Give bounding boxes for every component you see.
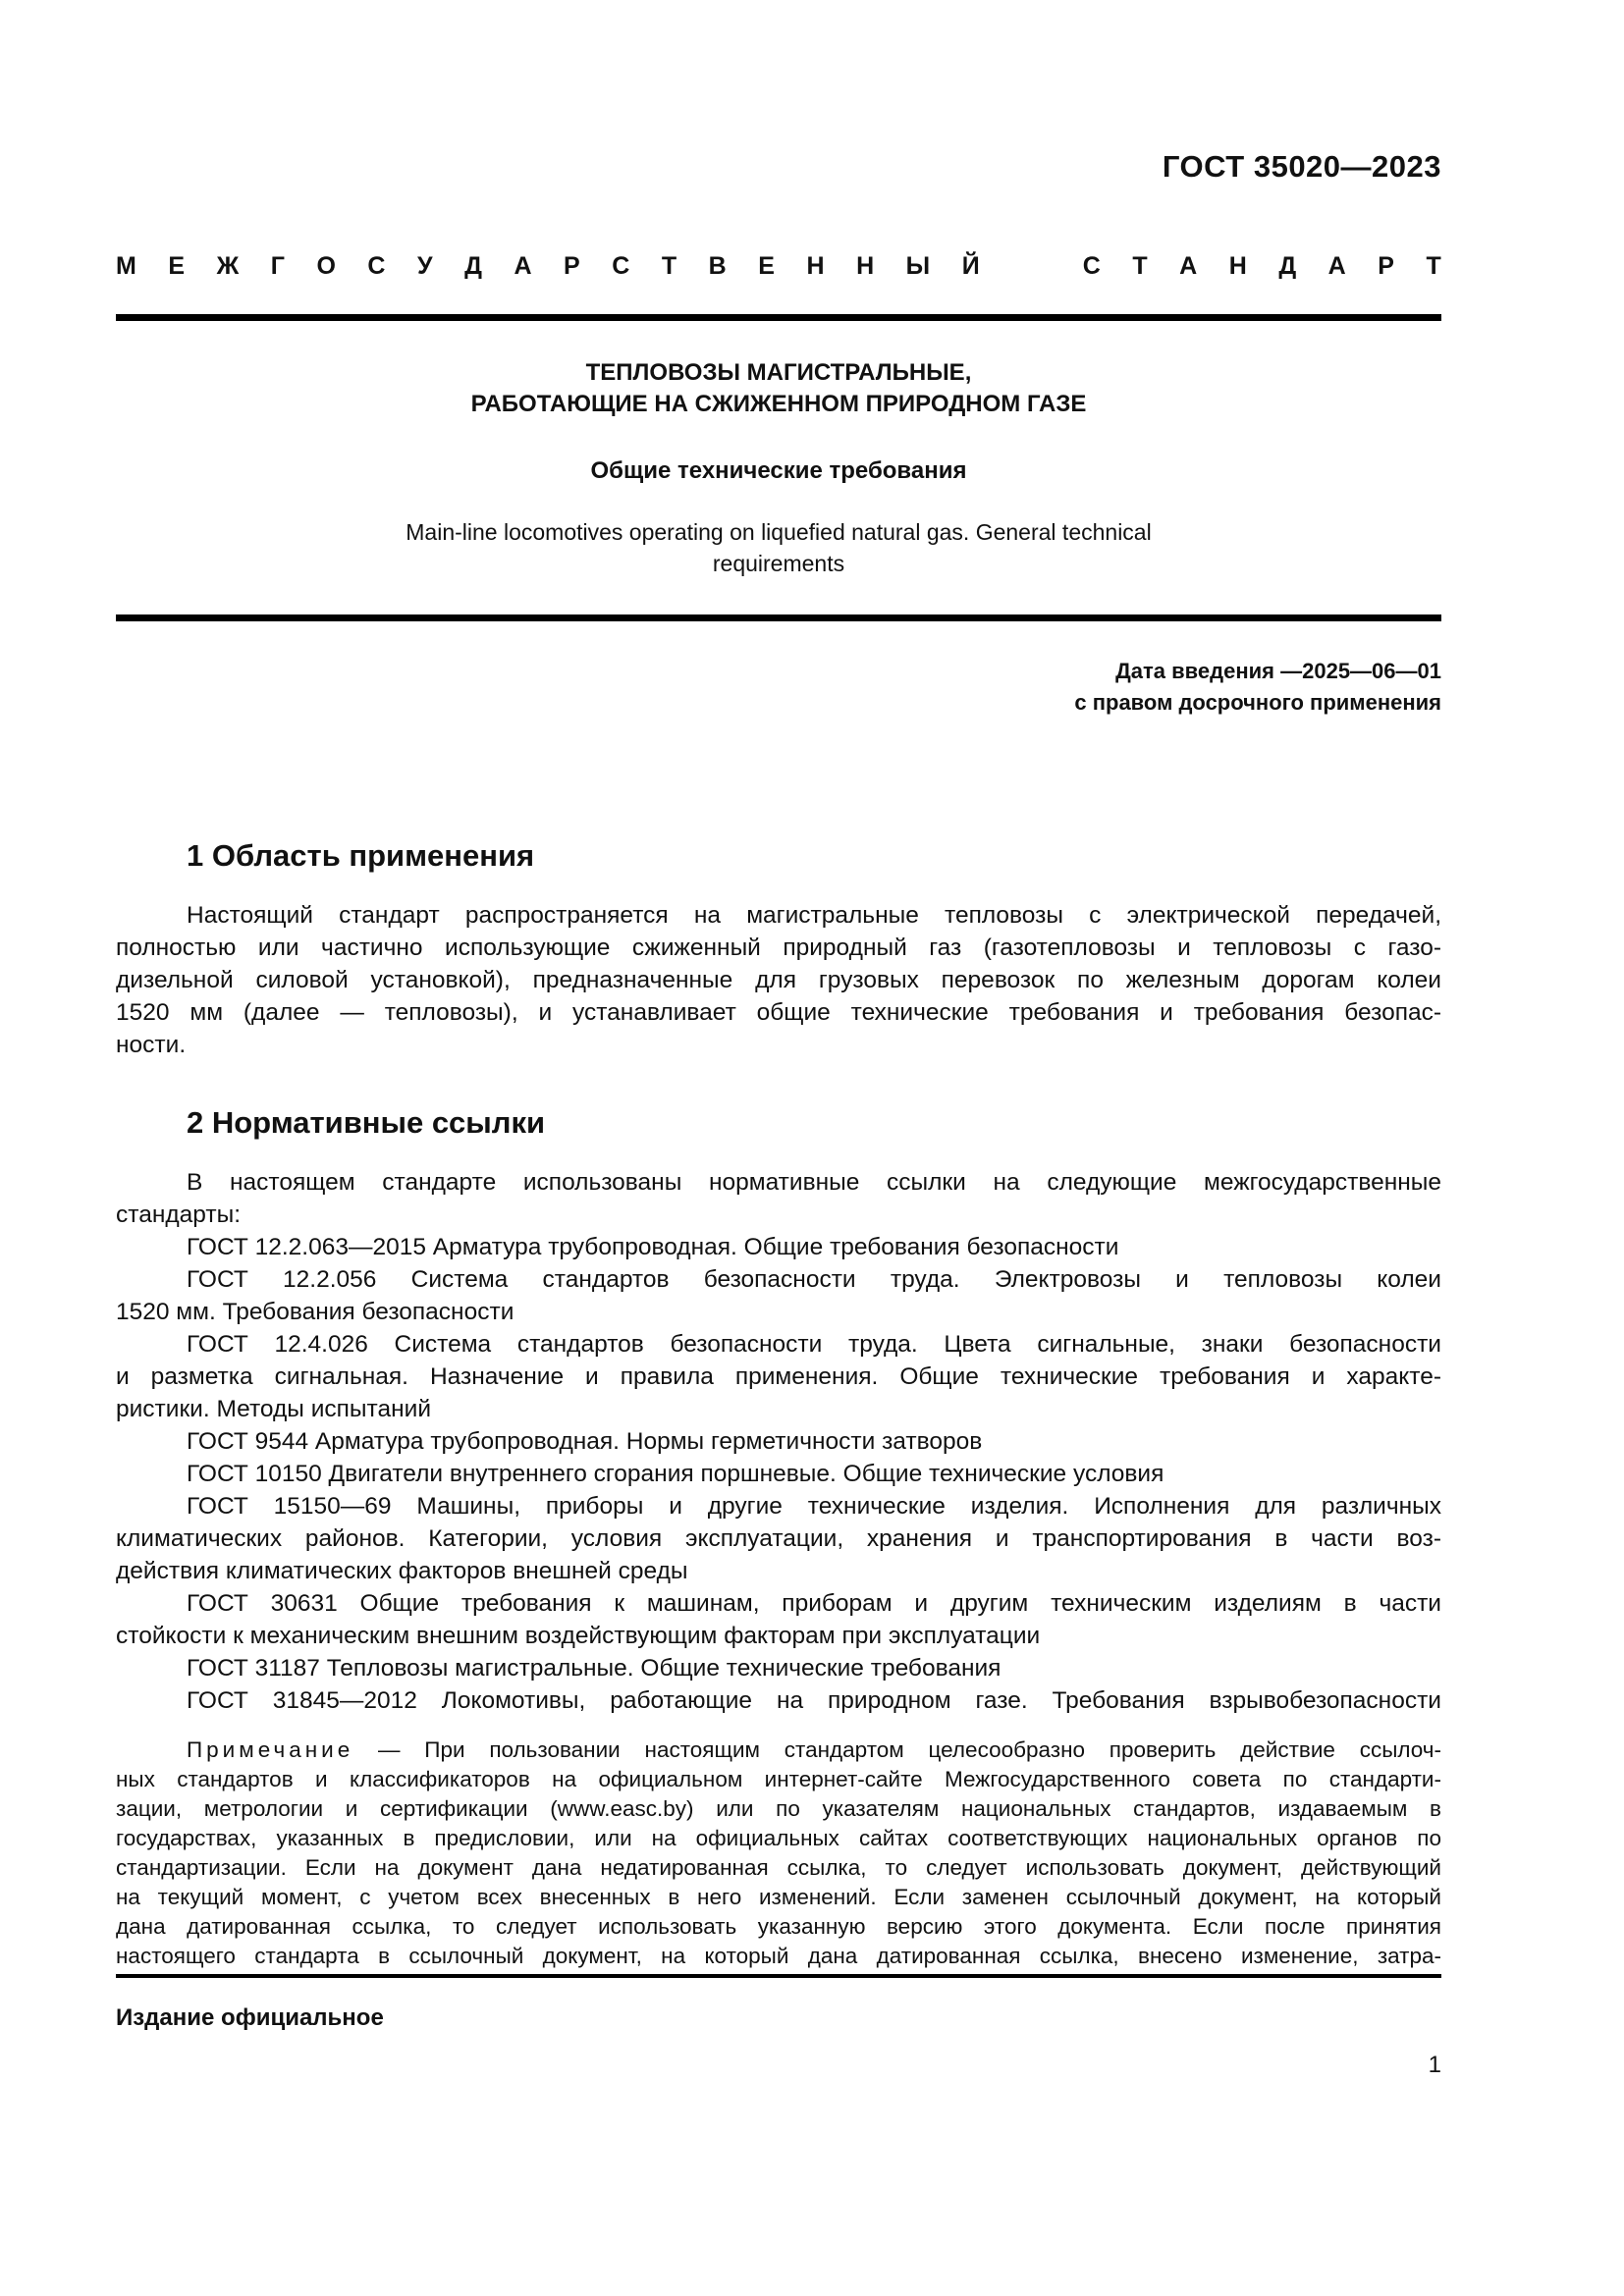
note-line: стандартизации. Если на документ дана недатированная ссылка, то следует использовать документ, действующий	[116, 1855, 1441, 1880]
standard-type-letter: Г	[270, 252, 285, 280]
early-application-note: с правом досрочного применения	[1074, 690, 1441, 715]
standard-type-letter: С	[1082, 252, 1101, 280]
text-line: стандарты:	[116, 1201, 241, 1228]
english-title	[116, 516, 1441, 579]
note-line: дана датированная ссылка, то следует использовать указанную версию этого документа. Если после принятия	[116, 1914, 1441, 1939]
document-title	[116, 357, 1441, 420]
standard-type-letter: Р	[564, 252, 580, 280]
section-1-body	[116, 899, 1441, 1061]
reference-line: ГОСТ 9544 Арматура трубопроводная. Нормы герметичности затворов	[187, 1428, 983, 1455]
note-label: Примечание	[187, 1737, 354, 1762]
standard-type-letter: Н	[806, 252, 825, 280]
standard-type-letter: Т	[1426, 252, 1441, 280]
page-number: 1	[1428, 2052, 1441, 2078]
standard-type-letter: Е	[168, 252, 186, 280]
edition-label: Издание официальное	[116, 2004, 384, 2031]
reference-line: ГОСТ 31187 Тепловозы магистральные. Общие технические требования	[187, 1655, 1001, 1682]
reference-line: ГОСТ 30631 Общие требования к машинам, приборам и другим техническим изделиям в части	[187, 1590, 1441, 1617]
english-title-line-1: Main-line locomotives operating on liquefied natural gas. General technical	[406, 519, 1152, 545]
standard-type-letter: Ы	[905, 252, 931, 280]
standard-type-letter: У	[417, 252, 433, 280]
top-divider	[116, 314, 1441, 321]
standard-type-letter: Д	[464, 252, 482, 280]
text-line: климатических районов. Категории, условия эксплуатации, хранения и транспортирования в части воз-	[116, 1525, 1441, 1552]
note-block	[116, 1735, 1441, 1971]
standard-type-letter: Н	[856, 252, 875, 280]
standard-type-letter: Р	[1378, 252, 1394, 280]
standard-type-letter: Е	[758, 252, 775, 280]
text-line: В настоящем стандарте использованы нормативные ссылки на следующие межгосударственные	[187, 1169, 1441, 1196]
introduction-date: Дата введения —2025—06—01	[1115, 659, 1441, 683]
note-line: ных стандартов и классификаторов на официальном интернет-сайте Межгосударственного совета по стандарти-	[116, 1767, 1441, 1791]
note-line: государствах, указанных в предисловии, или на официальных сайтах соответствующих национальных органов по	[116, 1826, 1441, 1850]
note-line: зации, метрологии и сертификации (www.easc.by) или по указателям национальных стандартов, издаваемым в	[116, 1796, 1441, 1821]
standard-type-letter: А	[1179, 252, 1198, 280]
text-line: Настоящий стандарт распространяется на магистральные тепловозы с электрической передачей,	[187, 902, 1441, 929]
word-gap	[1011, 252, 1051, 281]
title-line-2: РАБОТАЮЩИЕ НА СЖИЖЕННОМ ПРИРОДНОМ ГАЗЕ	[470, 391, 1087, 417]
standard-type-letter: Й	[961, 252, 980, 280]
text-line: и разметка сигнальная. Назначение и правила применения. Общие технические требования и характе-	[116, 1363, 1441, 1390]
document-subtitle: Общие технические требования	[590, 457, 967, 484]
section-2-body	[116, 1166, 1441, 1717]
text-line: 1520 мм. Требования безопасности	[116, 1299, 514, 1325]
reference-line: ГОСТ 31845—2012 Локомотивы, работающие на природном газе. Требования взрывобезопасности	[187, 1687, 1441, 1714]
note-text: — При пользовании настоящим стандартом целесообразно проверить действие ссылоч-	[353, 1737, 1441, 1762]
reference-line: ГОСТ 10150 Двигатели внутреннего сгорания поршневые. Общие технические условия	[187, 1461, 1164, 1487]
standard-type-letter: С	[367, 252, 386, 280]
section-2-heading: 2 Нормативные ссылки	[187, 1105, 546, 1140]
standard-type-letter: Н	[1228, 252, 1247, 280]
text-line: действия климатических факторов внешней среды	[116, 1558, 688, 1584]
standard-type-letter: М	[116, 252, 136, 280]
reference-line: ГОСТ 12.4.026 Система стандартов безопасности труда. Цвета сигнальные, знаки безопасности	[187, 1331, 1441, 1358]
standard-type-letter: Ж	[216, 252, 240, 280]
document-number: ГОСТ 35020—2023	[1162, 149, 1441, 184]
footer-divider	[116, 1974, 1441, 1978]
standard-type-letter: В	[708, 252, 727, 280]
text-line: ности.	[116, 1032, 187, 1058]
date-block	[1074, 656, 1441, 719]
note-line: на текущий момент, с учетом всех внесенных в него изменений. Если заменен ссылочный документ, на который	[116, 1885, 1441, 1909]
title-line-1: ТЕПЛОВОЗЫ МАГИСТРАЛЬНЫЕ,	[585, 359, 972, 386]
standard-type-heading	[116, 252, 1441, 281]
standard-type-letter: Т	[1132, 252, 1148, 280]
note-line: настоящего стандарта в ссылочный документ, на который дана датированная ссылка, внесено изменение, затра-	[116, 1944, 1441, 1968]
standard-type-letter: А	[1327, 252, 1346, 280]
reference-line: ГОСТ 12.2.056 Система стандартов безопасности труда. Электровозы и тепловозы колеи	[187, 1266, 1441, 1293]
english-title-line-2: requirements	[712, 551, 845, 576]
text-line: 1520 мм (далее — тепловозы), и устанавливает общие технические требования и требования безопас-	[116, 999, 1441, 1026]
standard-type-letter: С	[612, 252, 630, 280]
text-line: полностью или частично использующие сжиженный природный газ (газотепловозы и тепловозы с газо-	[116, 934, 1441, 961]
text-line: стойкости к механическим внешним воздействующим факторам при эксплуатации	[116, 1623, 1041, 1649]
note-line	[116, 1735, 1441, 1765]
reference-line: ГОСТ 15150—69 Машины, приборы и другие технические изделия. Исполнения для различных	[187, 1493, 1441, 1520]
text-line: ристики. Методы испытаний	[116, 1396, 432, 1422]
standard-type-letter: А	[514, 252, 532, 280]
standard-type-letter: Т	[661, 252, 677, 280]
section-1-heading: 1 Область применения	[187, 838, 535, 873]
standard-type-letter: О	[316, 252, 336, 280]
reference-line: ГОСТ 12.2.063—2015 Арматура трубопроводная. Общие требования безопасности	[187, 1234, 1119, 1260]
standard-type-letter: Д	[1278, 252, 1297, 280]
title-divider	[116, 614, 1441, 621]
text-line: дизельной силовой установкой), предназначенные для грузовых перевозок по железным дорогам колеи	[116, 967, 1441, 993]
